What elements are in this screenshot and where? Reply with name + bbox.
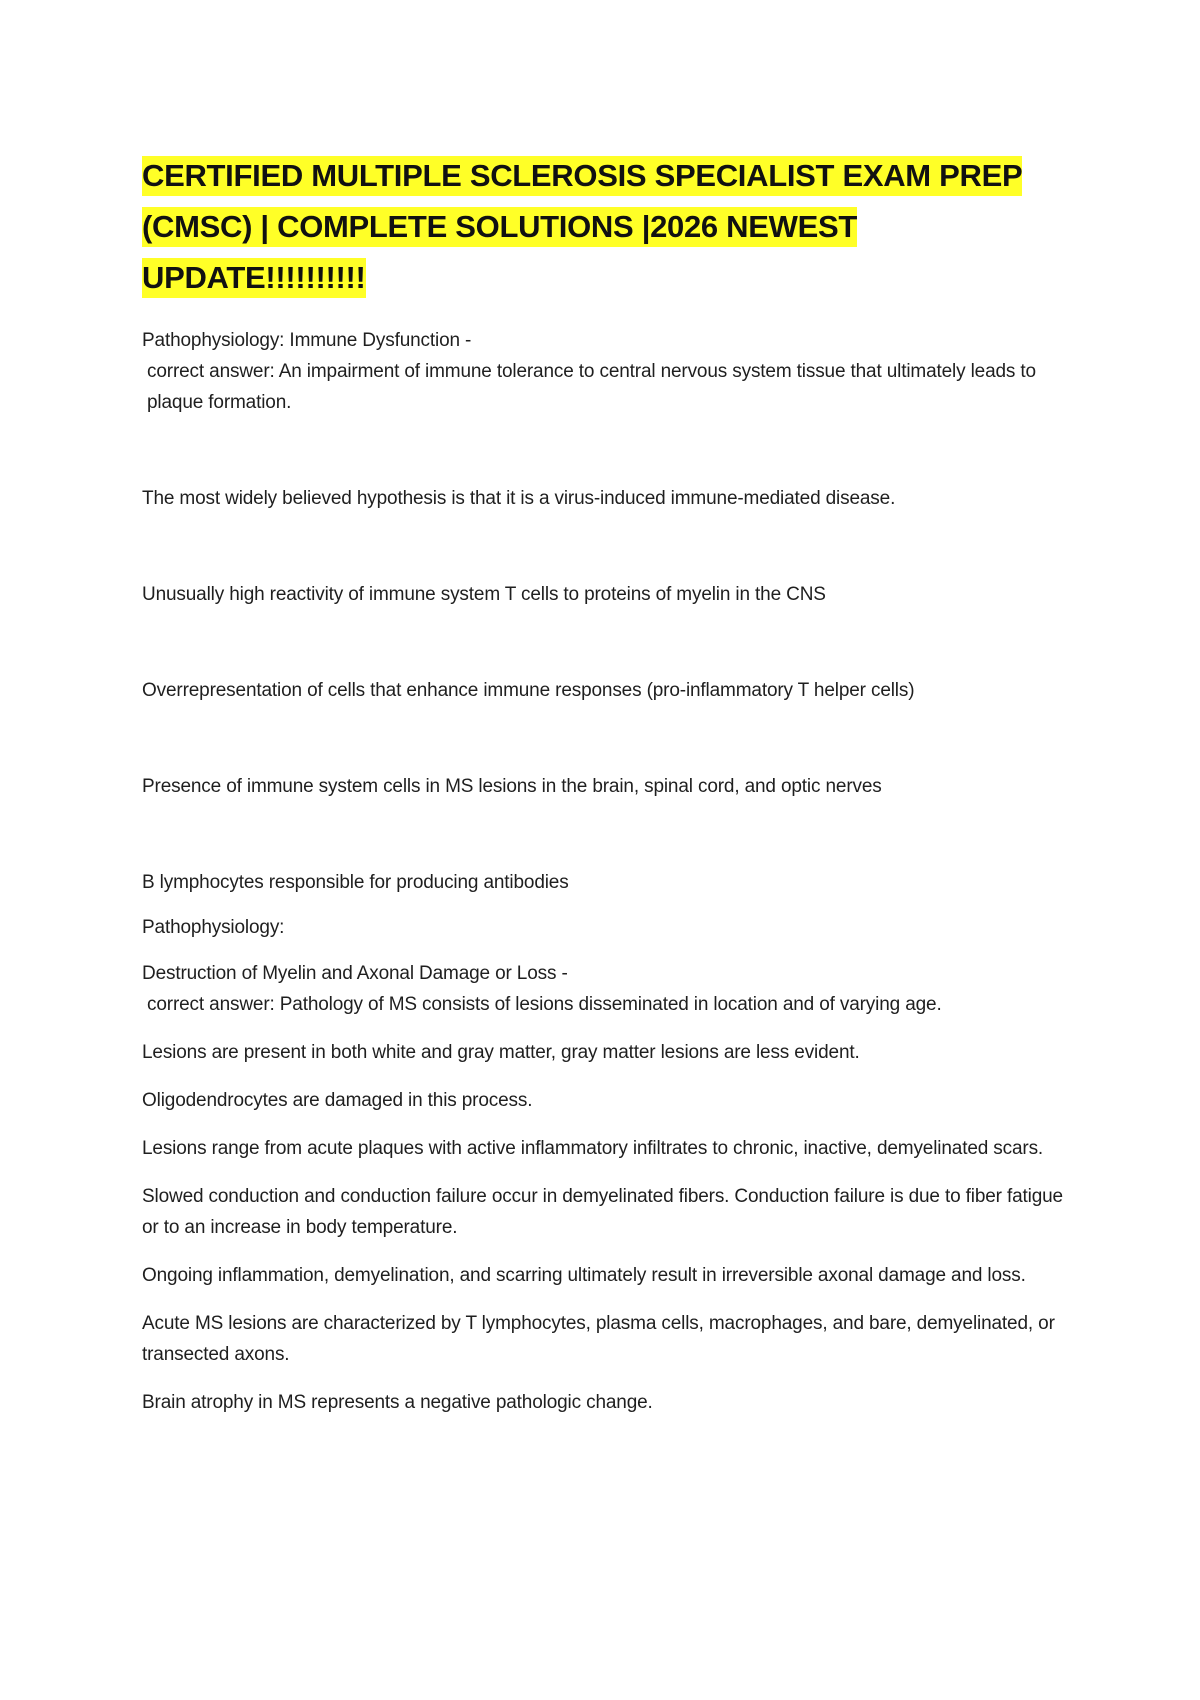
point-b-lymphocytes: B lymphocytes responsible for producing antibodies (142, 872, 569, 893)
document-content (142, 150, 1067, 1418)
section-heading-pathophysiology: Pathophysiology: (142, 917, 285, 938)
question-myelin-destruction: Destruction of Myelin and Axonal Damage or Loss - (142, 963, 568, 984)
point-lesion-range: Lesions range from acute plaques with active inflammatory infiltrates to chronic, inactive, demyelinated scars. (142, 1138, 1044, 1159)
point-conduction: Slowed conduction and conduction failure occur in demyelinated fibers. Conduction failure is due to fiber fatigue or to an increase in body temperature. (142, 1186, 1063, 1238)
point-t-cell-reactivity: Unusually high reactivity of immune system T cells to proteins of myelin in the CNS (142, 584, 826, 605)
answer-immune-dysfunction: correct answer: An impairment of immune tolerance to central nervous system tissue that ultimately leads to plaque formation. (147, 361, 1036, 413)
question-immune-dysfunction: Pathophysiology: Immune Dysfunction - (142, 330, 472, 351)
point-ongoing-inflammation: Ongoing inflammation, demyelination, and scarring ultimately result in irreversible axonal damage and loss. (142, 1265, 1026, 1286)
point-oligodendrocytes: Oligodendrocytes are damaged in this process. (142, 1090, 533, 1111)
point-hypothesis: The most widely believed hypothesis is that it is a virus-induced immune-mediated disease. (142, 488, 896, 509)
answer-myelin-destruction: correct answer: Pathology of MS consists of lesions disseminated in location and of varying age. (147, 994, 942, 1015)
point-overrepresentation: Overrepresentation of cells that enhance immune responses (pro-inflammatory T helper cells) (142, 680, 915, 701)
point-brain-atrophy: Brain atrophy in MS represents a negative pathologic change. (142, 1392, 653, 1413)
point-acute-lesions: Acute MS lesions are characterized by T lymphocytes, plasma cells, macrophages, and bare, demyelinated, or transected axons. (142, 1313, 1055, 1365)
title-highlight: CERTIFIED MULTIPLE SCLEROSIS SPECIALIST EXAM PREP (CMSC) | COMPLETE SOLUTIONS |2026 NEWEST UPDATE!!!!!!!!!! (142, 156, 1022, 298)
point-lesions-matter: Lesions are present in both white and gray matter, gray matter lesions are less evident. (142, 1042, 860, 1063)
section-immune-dysfunction (142, 325, 1067, 898)
section-myelin-destruction (142, 912, 1067, 1418)
point-immune-cells-presence: Presence of immune system cells in MS lesions in the brain, spinal cord, and optic nerves (142, 776, 882, 797)
document-title (142, 150, 1067, 303)
